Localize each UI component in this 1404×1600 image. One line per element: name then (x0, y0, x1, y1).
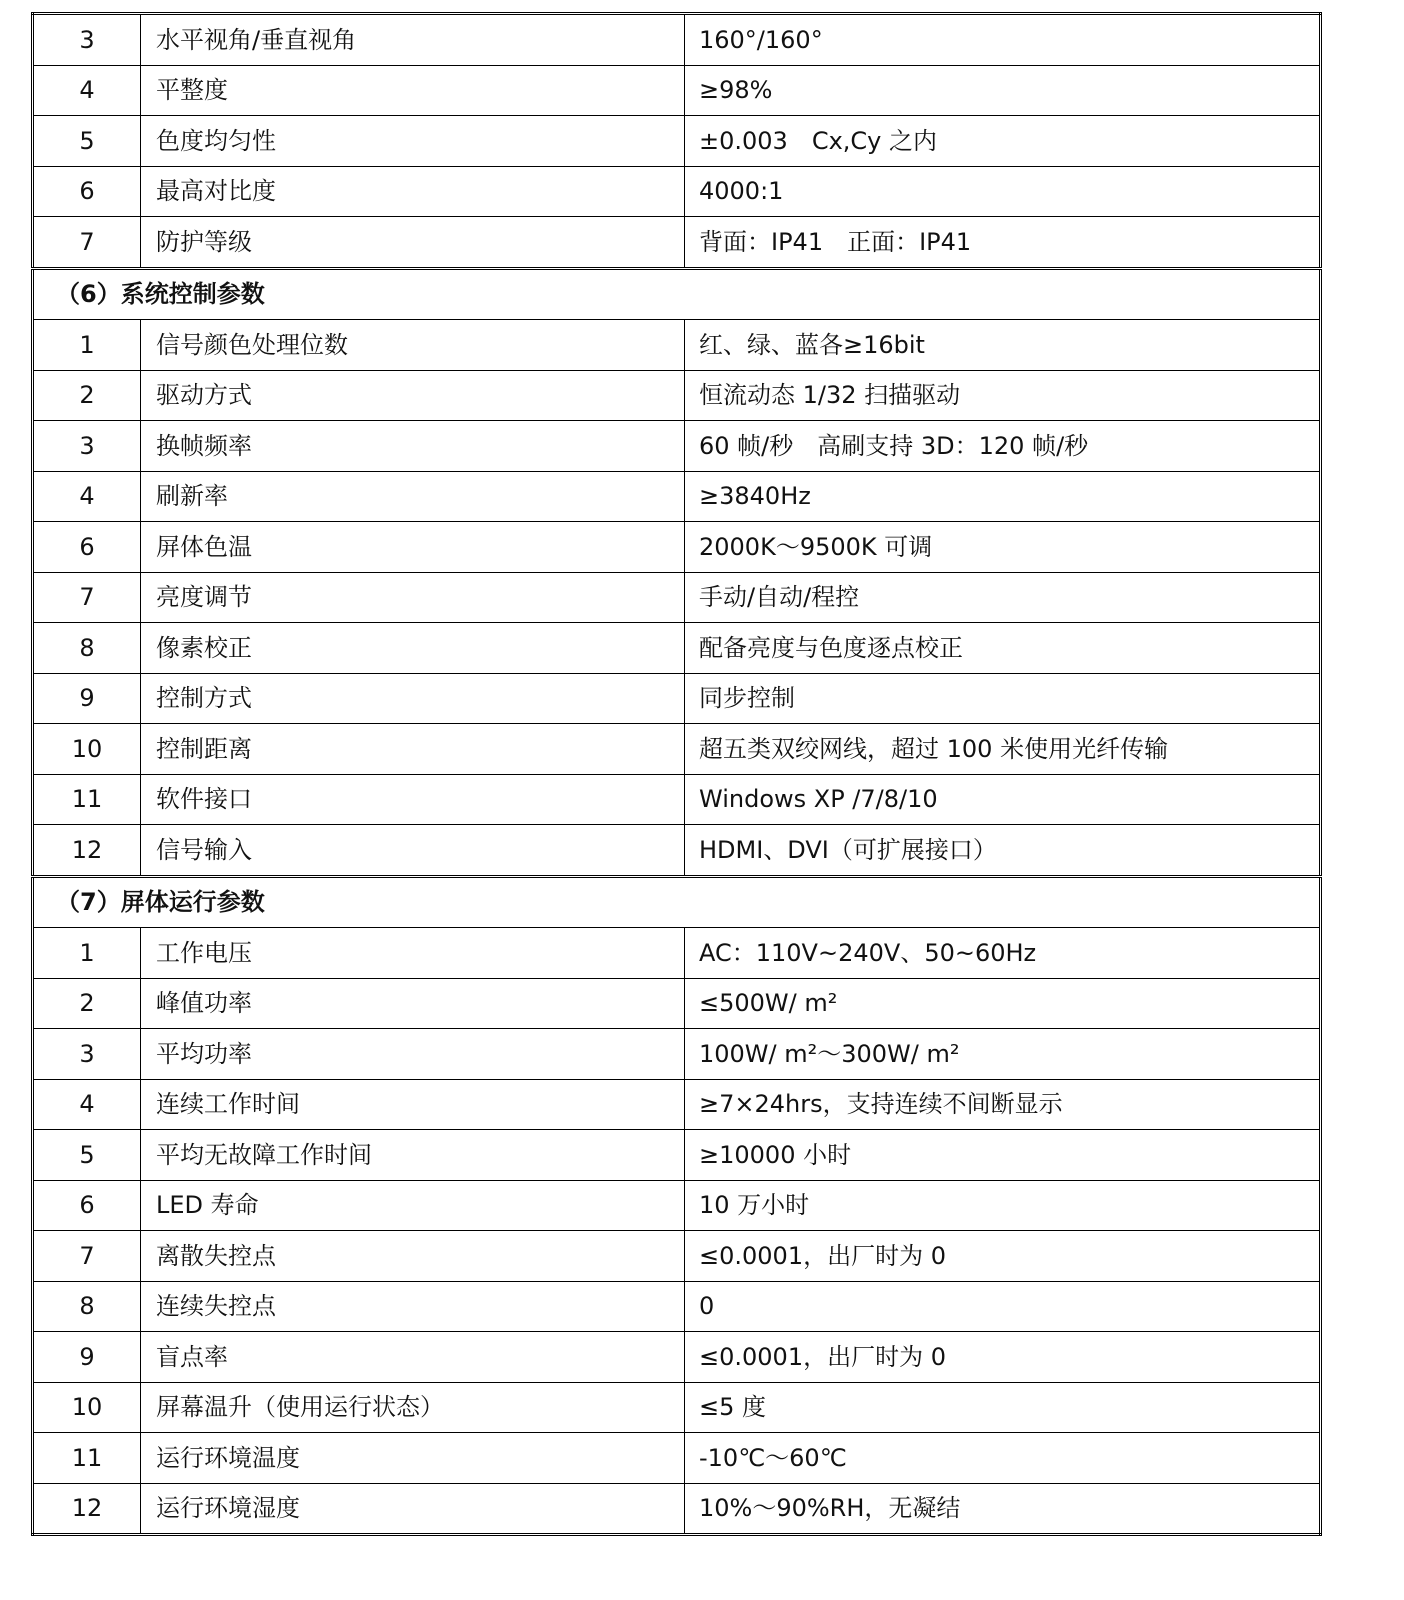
row-number: 4 (33, 65, 141, 116)
row-number: 1 (33, 928, 141, 979)
table-row (33, 1483, 1321, 1535)
section-title: （6）系统控制参数 (33, 268, 1321, 320)
row-number: 12 (33, 1483, 141, 1535)
table-row (33, 928, 1321, 979)
table-row (33, 1180, 1321, 1231)
parameter-name: 色度均匀性 (141, 116, 685, 167)
parameter-name: 防护等级 (141, 217, 685, 269)
parameter-name: 运行环境温度 (141, 1433, 685, 1484)
section-header-row (33, 268, 1321, 320)
parameter-value: ≤5 度 (685, 1382, 1321, 1433)
parameter-value: -10℃～60℃ (685, 1433, 1321, 1484)
row-number: 9 (33, 673, 141, 724)
parameter-name: 软件接口 (141, 774, 685, 825)
parameter-value: 恒流动态 1/32 扫描驱动 (685, 370, 1321, 421)
table-row (33, 623, 1321, 674)
parameter-value: 超五类双绞网线，超过 100 米使用光纤传输 (685, 724, 1321, 775)
parameter-name: 亮度调节 (141, 572, 685, 623)
table-row (33, 1433, 1321, 1484)
parameter-name: 盲点率 (141, 1332, 685, 1383)
parameter-name: 控制距离 (141, 724, 685, 775)
row-number: 3 (33, 1029, 141, 1080)
parameter-name: 水平视角/垂直视角 (141, 14, 685, 66)
parameter-name: 信号颜色处理位数 (141, 320, 685, 371)
parameter-value: 背面：IP41 正面：IP41 (685, 217, 1321, 269)
parameter-value: 0 (685, 1281, 1321, 1332)
parameter-value: ≥7×24hrs，支持连续不间断显示 (685, 1079, 1321, 1130)
parameter-value: ≥10000 小时 (685, 1130, 1321, 1181)
table-row (33, 65, 1321, 116)
parameter-value: 手动/自动/程控 (685, 572, 1321, 623)
parameter-name: 刷新率 (141, 471, 685, 522)
parameter-value: 4000:1 (685, 166, 1321, 217)
table-row (33, 1332, 1321, 1383)
row-number: 6 (33, 166, 141, 217)
row-number: 6 (33, 522, 141, 573)
table-row (33, 421, 1321, 472)
row-number: 11 (33, 774, 141, 825)
table-row (33, 471, 1321, 522)
parameter-name: LED 寿命 (141, 1180, 685, 1231)
parameter-value: 红、绿、蓝各≥16bit (685, 320, 1321, 371)
parameter-name: 信号输入 (141, 825, 685, 877)
parameter-name: 离散失控点 (141, 1231, 685, 1282)
parameter-value: ≤500W/ m² (685, 978, 1321, 1029)
parameter-name: 驱动方式 (141, 370, 685, 421)
parameter-name: 峰值功率 (141, 978, 685, 1029)
parameter-name: 连续工作时间 (141, 1079, 685, 1130)
section-title: （7）屏体运行参数 (33, 876, 1321, 928)
parameter-name: 屏体色温 (141, 522, 685, 573)
row-number: 2 (33, 370, 141, 421)
row-number: 8 (33, 623, 141, 674)
parameter-value: 60 帧/秒 高刷支持 3D：120 帧/秒 (685, 421, 1321, 472)
parameter-name: 连续失控点 (141, 1281, 685, 1332)
parameter-value: 10 万小时 (685, 1180, 1321, 1231)
table-row (33, 572, 1321, 623)
parameter-value: 同步控制 (685, 673, 1321, 724)
row-number: 1 (33, 320, 141, 371)
parameter-name: 平整度 (141, 65, 685, 116)
row-number: 12 (33, 825, 141, 877)
row-number: 4 (33, 1079, 141, 1130)
table-row (33, 320, 1321, 371)
parameter-name: 最高对比度 (141, 166, 685, 217)
parameter-value: 配备亮度与色度逐点校正 (685, 623, 1321, 674)
table-row (33, 1281, 1321, 1332)
parameter-value: ≥3840Hz (685, 471, 1321, 522)
table-row (33, 14, 1321, 66)
table-row (33, 978, 1321, 1029)
table-row (33, 1130, 1321, 1181)
parameter-value: ≥98% (685, 65, 1321, 116)
row-number: 3 (33, 14, 141, 66)
parameter-value: 100W/ m²～300W/ m² (685, 1029, 1321, 1080)
parameter-name: 像素校正 (141, 623, 685, 674)
row-number: 7 (33, 217, 141, 269)
parameter-name: 控制方式 (141, 673, 685, 724)
row-number: 10 (33, 724, 141, 775)
parameter-value: Windows XP /7/8/10 (685, 774, 1321, 825)
parameter-value: AC：110V~240V、50~60Hz (685, 928, 1321, 979)
parameter-value: 2000K～9500K 可调 (685, 522, 1321, 573)
table-row (33, 724, 1321, 775)
table-row (33, 673, 1321, 724)
spec-table (31, 12, 1322, 1536)
row-number: 6 (33, 1180, 141, 1231)
parameter-name: 运行环境湿度 (141, 1483, 685, 1535)
section-header-row (33, 876, 1321, 928)
parameter-name: 换帧频率 (141, 421, 685, 472)
row-number: 4 (33, 471, 141, 522)
row-number: 3 (33, 421, 141, 472)
parameter-value: HDMI、DVI（可扩展接口） (685, 825, 1321, 877)
row-number: 5 (33, 1130, 141, 1181)
parameter-value: ≤0.0001，出厂时为 0 (685, 1332, 1321, 1383)
row-number: 8 (33, 1281, 141, 1332)
parameter-value: ±0.003 Cx,Cy 之内 (685, 116, 1321, 167)
parameter-value: 160°/160° (685, 14, 1321, 66)
table-row (33, 166, 1321, 217)
parameter-value: ≤0.0001，出厂时为 0 (685, 1231, 1321, 1282)
row-number: 10 (33, 1382, 141, 1433)
row-number: 7 (33, 1231, 141, 1282)
parameter-name: 工作电压 (141, 928, 685, 979)
table-row (33, 1029, 1321, 1080)
row-number: 5 (33, 116, 141, 167)
table-row (33, 1382, 1321, 1433)
table-row (33, 116, 1321, 167)
table-row (33, 1231, 1321, 1282)
table-row (33, 825, 1321, 877)
table-row (33, 774, 1321, 825)
row-number: 11 (33, 1433, 141, 1484)
parameter-name: 平均无故障工作时间 (141, 1130, 685, 1181)
row-number: 9 (33, 1332, 141, 1383)
parameter-name: 屏幕温升（使用运行状态） (141, 1382, 685, 1433)
row-number: 2 (33, 978, 141, 1029)
row-number: 7 (33, 572, 141, 623)
table-row (33, 522, 1321, 573)
parameter-value: 10%～90%RH，无凝结 (685, 1483, 1321, 1535)
spec-table-body (33, 14, 1321, 1535)
parameter-name: 平均功率 (141, 1029, 685, 1080)
table-row (33, 217, 1321, 269)
table-row (33, 1079, 1321, 1130)
table-row (33, 370, 1321, 421)
